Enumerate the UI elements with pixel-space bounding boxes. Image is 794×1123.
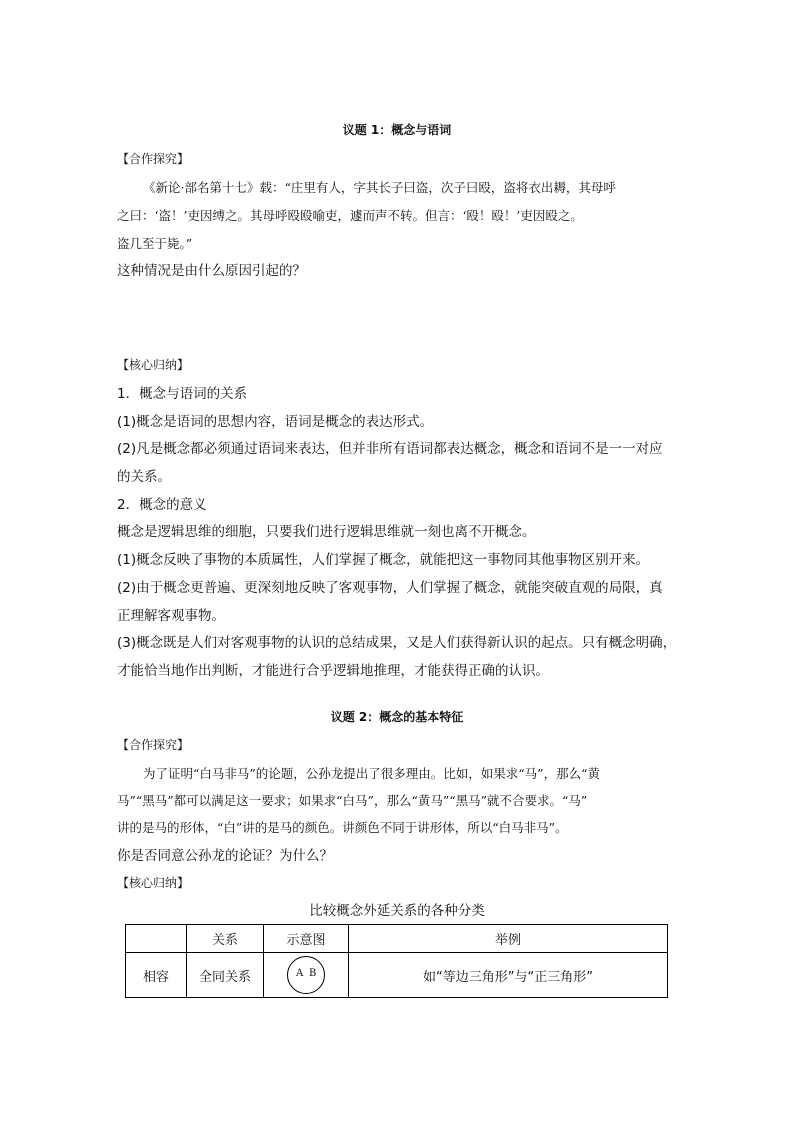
topic1-passage-line: 《新论·部名第十七》载：“庄里有人，字其长子曰盗，次子曰殴，盗将衣出耨，其母呼 bbox=[143, 180, 616, 195]
summary-line: (2)凡是概念都必须通过语词来表达，但并非所有语词都表达概念，概念和语词不是一一对应 bbox=[117, 441, 663, 457]
topic1-question: 这种情况是由什么原因引起的？ bbox=[117, 263, 306, 279]
summary-line: (3)概念既是人们对客观事物的认识的总结成果，又是人们获得新认识的起点。只有概念明确， bbox=[117, 635, 677, 651]
extension-relation-table bbox=[125, 924, 668, 998]
summary-line: (2)由于概念更普遍、更深刻地反映了客观事物，人们掌握了概念，就能突破直观的局限，真 bbox=[117, 580, 663, 596]
venn-diagram-circle bbox=[287, 956, 325, 994]
table-header-cell: 举例 bbox=[349, 925, 668, 953]
summary-line: (1)概念是语词的思想内容，语词是概念的表达形式。 bbox=[117, 414, 434, 430]
topic2-passage-line: 马”“黑马”都可以满足这一要求；如果求“白马”，那么“黄马”“黑马”就不合要求。“马” bbox=[117, 793, 588, 808]
table-cell-example: 如“等边三角形”与“正三角形” bbox=[349, 953, 668, 998]
table-row bbox=[126, 953, 668, 998]
topic1-passage-line: 盗几至于毙。” bbox=[117, 236, 193, 251]
table-header-cell: 关系 bbox=[187, 925, 264, 953]
topic1-passage-line: 之曰：‘盗！’吏因缚之。其母呼殴殴喻吏，遽而声不转。但言：‘殴！殴！’吏因殴之。 bbox=[117, 208, 583, 223]
topic2-question: 你是否同意公孙龙的论证？为什么？ bbox=[117, 848, 333, 864]
topic1-title: 议题 1：概念与语词 bbox=[342, 123, 452, 137]
summary-line: (1)概念反映了事物的本质属性，人们掌握了概念，就能把这一事物同其他事物区别开来。 bbox=[117, 552, 650, 568]
table-cell-category: 相容 bbox=[126, 953, 187, 998]
topic2-summary-label: 【核心归纳】 bbox=[117, 876, 190, 890]
table-cell-diagram bbox=[264, 953, 349, 998]
summary-line: 概念是逻辑思维的细胞，只要我们进行逻辑思维就一刻也离不开概念。 bbox=[117, 524, 536, 540]
summary-line: 1．概念与语词的关系 bbox=[117, 386, 248, 402]
topic2-passage-line: 讲的是马的形体，“白”讲的是马的颜色。讲颜色不同于讲形体，所以“白马非马”。 bbox=[117, 820, 568, 835]
table-header-cell bbox=[126, 925, 187, 953]
table-cell-relation: 全同关系 bbox=[187, 953, 264, 998]
table-header-row bbox=[126, 925, 668, 953]
summary-line: 才能恰当地作出判断，才能进行合乎逻辑地推理，才能获得正确的认识。 bbox=[117, 663, 549, 679]
topic2-passage-line: 为了证明“白马非马”的论题，公孙龙提出了很多理由。比如，如果求“马”，那么“黄 bbox=[143, 766, 600, 781]
table-header-cell: 示意图 bbox=[264, 925, 349, 953]
summary-line: 的关系。 bbox=[117, 469, 171, 485]
summary-line: 2．概念的意义 bbox=[117, 497, 207, 513]
topic2-explore-label: 【合作探究】 bbox=[117, 738, 190, 752]
topic2-title: 议题 2：概念的基本特征 bbox=[330, 710, 464, 724]
venn-label-a: A bbox=[296, 968, 304, 979]
topic1-explore-label: 【合作探究】 bbox=[117, 152, 190, 166]
topic1-summary-label: 【核心归纳】 bbox=[117, 358, 190, 372]
table-title: 比较概念外延关系的各种分类 bbox=[309, 903, 485, 919]
venn-label-b: B bbox=[309, 968, 317, 979]
summary-line: 正理解客观事物。 bbox=[117, 608, 225, 624]
